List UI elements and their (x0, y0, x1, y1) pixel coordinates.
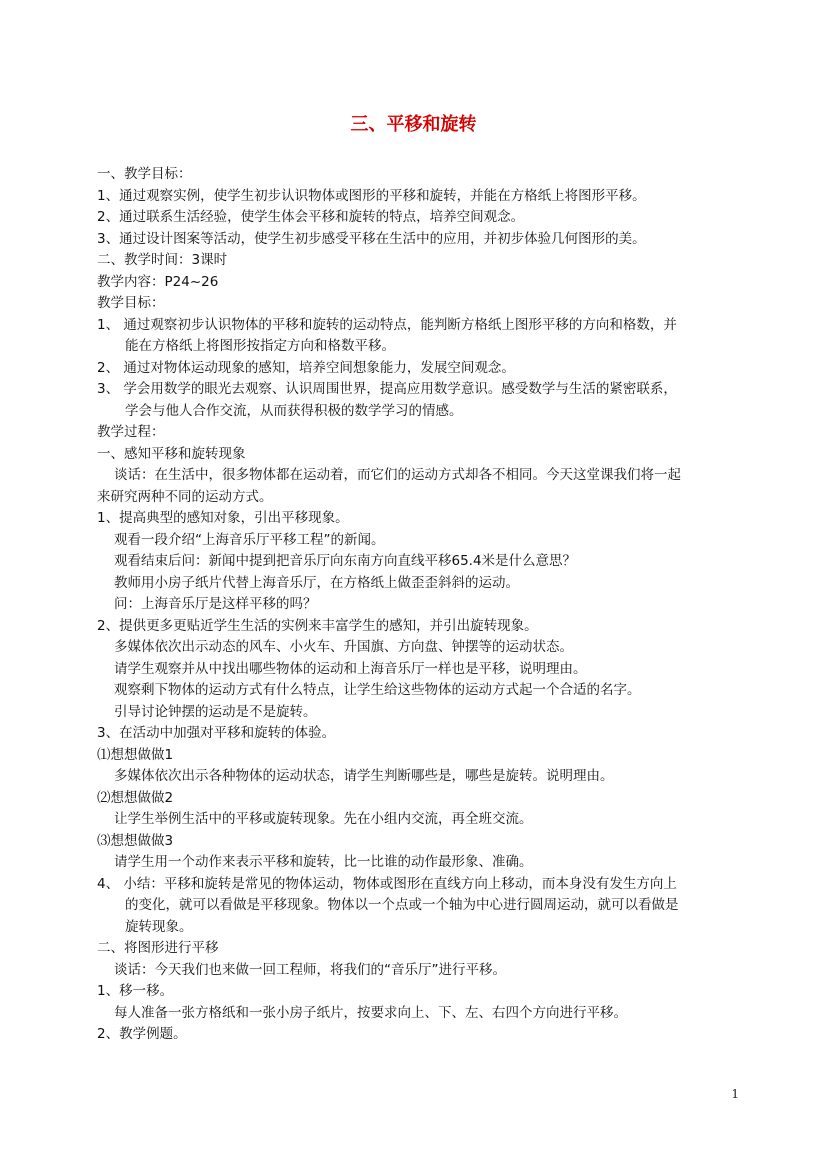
example-heading: 2、教学例题。 (97, 1026, 187, 1042)
exercise-1-text: 多媒体依次出示各种物体的运动状态，请学生判断哪些是，哪些是旋转。说明理由。 (114, 768, 614, 784)
exercise-2-heading: ⑵想想做做2 (97, 789, 174, 806)
section-2-talk: 谈话：今天我们也来做一回工程师，将我们的“音乐厅”进行平移。 (114, 961, 506, 978)
step-1-line-2: 观看结束后问：新闻中提到把音乐厅向东南方向直线平移65.4米是什么意思？ (114, 553, 577, 569)
objective-item-2: 2、 通过对物体运动现象的感知，培养空间想象能力，发展空间观念。 (97, 359, 515, 376)
talk-paragraph: 谈话：在生活中，很多物体都在运动着，而它们的运动方式却各不相同。今天这堂课我们将一起 (114, 467, 681, 483)
step-1-heading: 1、提高典型的感知对象，引出平移现象。 (97, 510, 349, 526)
document-title: 三、平移和旋转 (350, 114, 477, 135)
objective-item-3: 3、 学会用数学的眼光去观察、认识周围世界，提高应用数学意识。感受数学与生活的紧密联系， (97, 381, 677, 397)
goal-item-1: 1、通过观察实例，使学生初步认识物体或图形的平移和旋转，并能在方格纸上将图形平移。 (97, 187, 646, 204)
heading-teaching-goals: 一、教学目标： (97, 166, 192, 182)
summary-line-1: 4、 小结：平移和旋转是常见的物体运动，物体或图形在直线方向上移动，而本身没有发生方向上 (97, 875, 677, 892)
move-step-heading: 1、移一移。 (97, 983, 174, 999)
heading-objectives: 教学目标： (97, 295, 165, 311)
teaching-time: 二、教学时间：3课时 (97, 252, 228, 268)
objective-item-1: 1、 通过观察初步认识物体的平移和旋转的运动特点，能判断方格纸上图形平移的方向和格数，并 (97, 316, 677, 333)
exercise-3-heading: ⑶想想做做3 (97, 832, 174, 849)
step-2-line-3: 观察剩下物体的运动方式有什么特点，让学生给这些物体的运动方式起一个合适的名字。 (114, 682, 641, 698)
step-2-line-2: 请学生观察并从中找出哪些物体的运动和上海音乐厅一样也是平移，说明理由。 (114, 660, 587, 677)
step-1-line-3: 教师用小房子纸片代替上海音乐厅，在方格纸上做歪歪斜斜的运动。 (114, 574, 519, 591)
objective-item-1-cont: 能在方格纸上将图形按指定方向和格数平移。 (125, 338, 395, 354)
step-2-line-1: 多媒体依次出示动态的风车、小火车、升国旗、方向盘、钟摆等的运动状态。 (114, 639, 573, 655)
exercise-3-text: 请学生用一个动作来表示平移和旋转，比一比谁的动作最形象、准确。 (114, 854, 533, 870)
goal-item-2: 2、通过联系生活经验，使学生体会平移和旋转的特点，培养空间观念。 (97, 209, 525, 225)
step-2-line-4: 引导讨论钟摆的运动是不是旋转。 (114, 703, 317, 720)
objective-item-3-cont: 学会与他人合作交流，从而获得积极的数学学习的情感。 (125, 402, 463, 419)
step-2-heading: 2、提供更多更贴近学生生活的实例来丰富学生的感知，并引出旋转现象。 (97, 617, 538, 634)
section-2-heading: 二、将图形进行平移 (97, 940, 219, 956)
talk-paragraph-cont: 来研究两种不同的运动方式。 (97, 488, 273, 505)
teaching-content: 教学内容：P24~26 (97, 273, 219, 290)
page-number: 1 (731, 1087, 739, 1101)
exercise-1-heading: ⑴想想做做1 (97, 746, 174, 763)
step-3-heading: 3、在活动中加强对平移和旋转的体验。 (97, 725, 336, 741)
document-body (97, 164, 737, 1046)
summary-line-3: 旋转现象。 (125, 918, 193, 935)
section-1-heading: 一、感知平移和旋转现象 (97, 445, 246, 462)
step-1-line-4: 问：上海音乐厅是这样平移的吗？ (114, 596, 317, 612)
heading-process: 教学过程： (97, 424, 165, 440)
summary-line-2: 的变化，就可以看做是平移现象。物体以一个点或一个轴为中心进行圆周运动，就可以看做是 (125, 897, 679, 913)
goal-item-3: 3、通过设计图案等活动，使学生初步感受平移在生活中的应用，并初步体验几何图形的美。 (97, 230, 646, 247)
exercise-2-text: 让学生举例生活中的平移或旋转现象。先在小组内交流，再全班交流。 (114, 811, 533, 827)
step-1-line-1: 观看一段介绍“上海音乐厅平移工程”的新闻。 (114, 531, 385, 548)
move-step-text: 每人准备一张方格纸和一张小房子纸片，按要求向上、下、左、右四个方向进行平移。 (114, 1004, 627, 1021)
